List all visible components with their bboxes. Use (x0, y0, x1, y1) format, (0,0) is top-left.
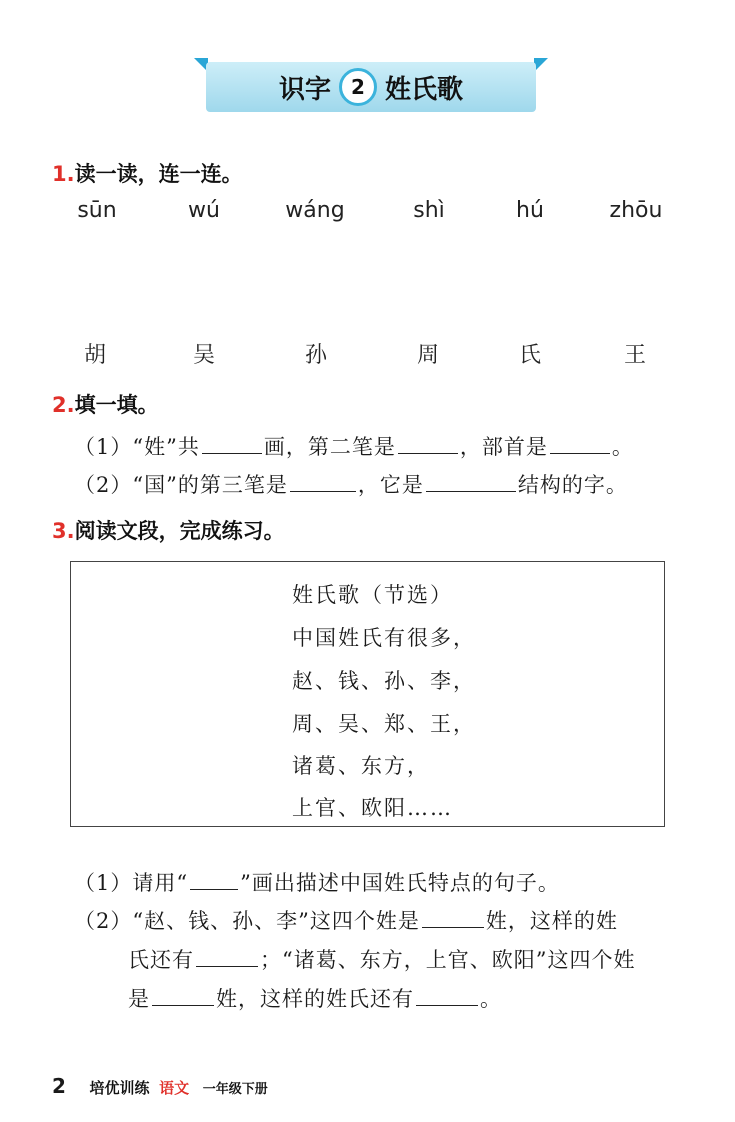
pinyin-item[interactable]: wú (188, 198, 220, 223)
question-3-sub-2-line-1 (74, 905, 618, 935)
text-segment: ”画出描述中国姓氏特点的句子。 (240, 871, 560, 895)
question-1-text: 读一读，连一连。 (74, 162, 243, 186)
question-2-title (52, 389, 159, 419)
pinyin-item[interactable]: wáng (285, 198, 345, 223)
lesson-category: 识字 (278, 74, 331, 105)
text-segment: 结构的字。 (517, 473, 628, 497)
character-item[interactable]: 王 (623, 343, 647, 368)
character-item[interactable]: 吴 (192, 343, 216, 368)
grade-label: 一年级下册 (202, 1082, 268, 1097)
text-segment: 是 (128, 987, 150, 1011)
answer-blank[interactable] (290, 473, 356, 492)
question-3-text: 阅读文段，完成练习。 (74, 519, 285, 543)
lesson-title: 姓氏歌 (385, 74, 464, 105)
character-item[interactable]: 周 (416, 343, 440, 368)
lesson-title-banner (206, 62, 536, 112)
lesson-number-badge: 2 (339, 68, 377, 106)
book-name: 培优训练 (89, 1079, 150, 1097)
answer-blank[interactable] (398, 435, 458, 454)
question-2-number: 2. (52, 393, 75, 417)
text-segment: 姓，这样的姓 (485, 909, 618, 933)
text-segment: ；“诸葛、东方，上官、欧阳”这四个姓 (260, 948, 636, 972)
pinyin-item[interactable]: zhōu (609, 198, 663, 223)
text-segment: （1）“姓”共 (74, 435, 200, 459)
text-segment: 。 (611, 435, 634, 459)
poem-line: 诸葛、东方， (292, 754, 430, 778)
text-segment: 姓，这样的姓氏还有 (216, 987, 414, 1011)
question-3-sub-2-line-2 (128, 944, 635, 974)
question-3-title (52, 515, 285, 545)
poem-line: 周、吴、郑、王， (292, 712, 476, 736)
text-segment: 。 (480, 987, 502, 1011)
question-2-text: 填一填。 (74, 393, 159, 417)
question-1-title (52, 158, 243, 188)
question-3-sub-1 (74, 867, 560, 897)
answer-blank[interactable] (202, 435, 262, 454)
answer-blank[interactable] (196, 948, 258, 967)
page-footer (52, 1074, 268, 1098)
text-segment: 氏还有 (128, 948, 194, 972)
pinyin-item[interactable]: shì (413, 198, 445, 223)
character-item[interactable]: 氏 (518, 343, 542, 368)
text-segment: （2）“赵、钱、孙、李”这四个姓是 (74, 909, 420, 933)
text-segment: 画，第二笔是 (263, 435, 396, 459)
subject-name: 语文 (159, 1079, 190, 1097)
character-item[interactable]: 胡 (83, 343, 107, 368)
poem-title: 姓氏歌（节选） (292, 583, 453, 607)
text-segment: ，部首是 (459, 435, 548, 459)
page-number: 2 (52, 1074, 66, 1098)
pinyin-item[interactable]: hú (516, 198, 544, 223)
answer-blank[interactable] (422, 909, 484, 928)
text-segment: （1）请用“ (74, 871, 189, 895)
answer-blank[interactable] (550, 435, 610, 454)
character-item[interactable]: 孙 (304, 343, 328, 368)
pinyin-item[interactable]: sūn (77, 198, 117, 223)
question-3-number: 3. (52, 519, 75, 543)
text-segment: （2）“国”的第三笔是 (74, 473, 288, 497)
answer-blank[interactable] (152, 987, 214, 1006)
answer-blank[interactable] (416, 987, 478, 1006)
question-3-sub-2-line-3 (128, 983, 502, 1013)
poem-line: 上官、欧阳…… (292, 796, 453, 820)
question-1-number: 1. (52, 162, 75, 186)
answer-blank[interactable] (426, 473, 516, 492)
answer-blank[interactable] (190, 871, 238, 890)
question-2-line-1 (74, 431, 634, 461)
banner-right-flap (534, 58, 548, 72)
question-2-line-2 (74, 469, 628, 499)
text-segment: ，它是 (357, 473, 424, 497)
poem-line: 中国姓氏有很多， (292, 626, 476, 650)
poem-line: 赵、钱、孙、李， (292, 669, 476, 693)
